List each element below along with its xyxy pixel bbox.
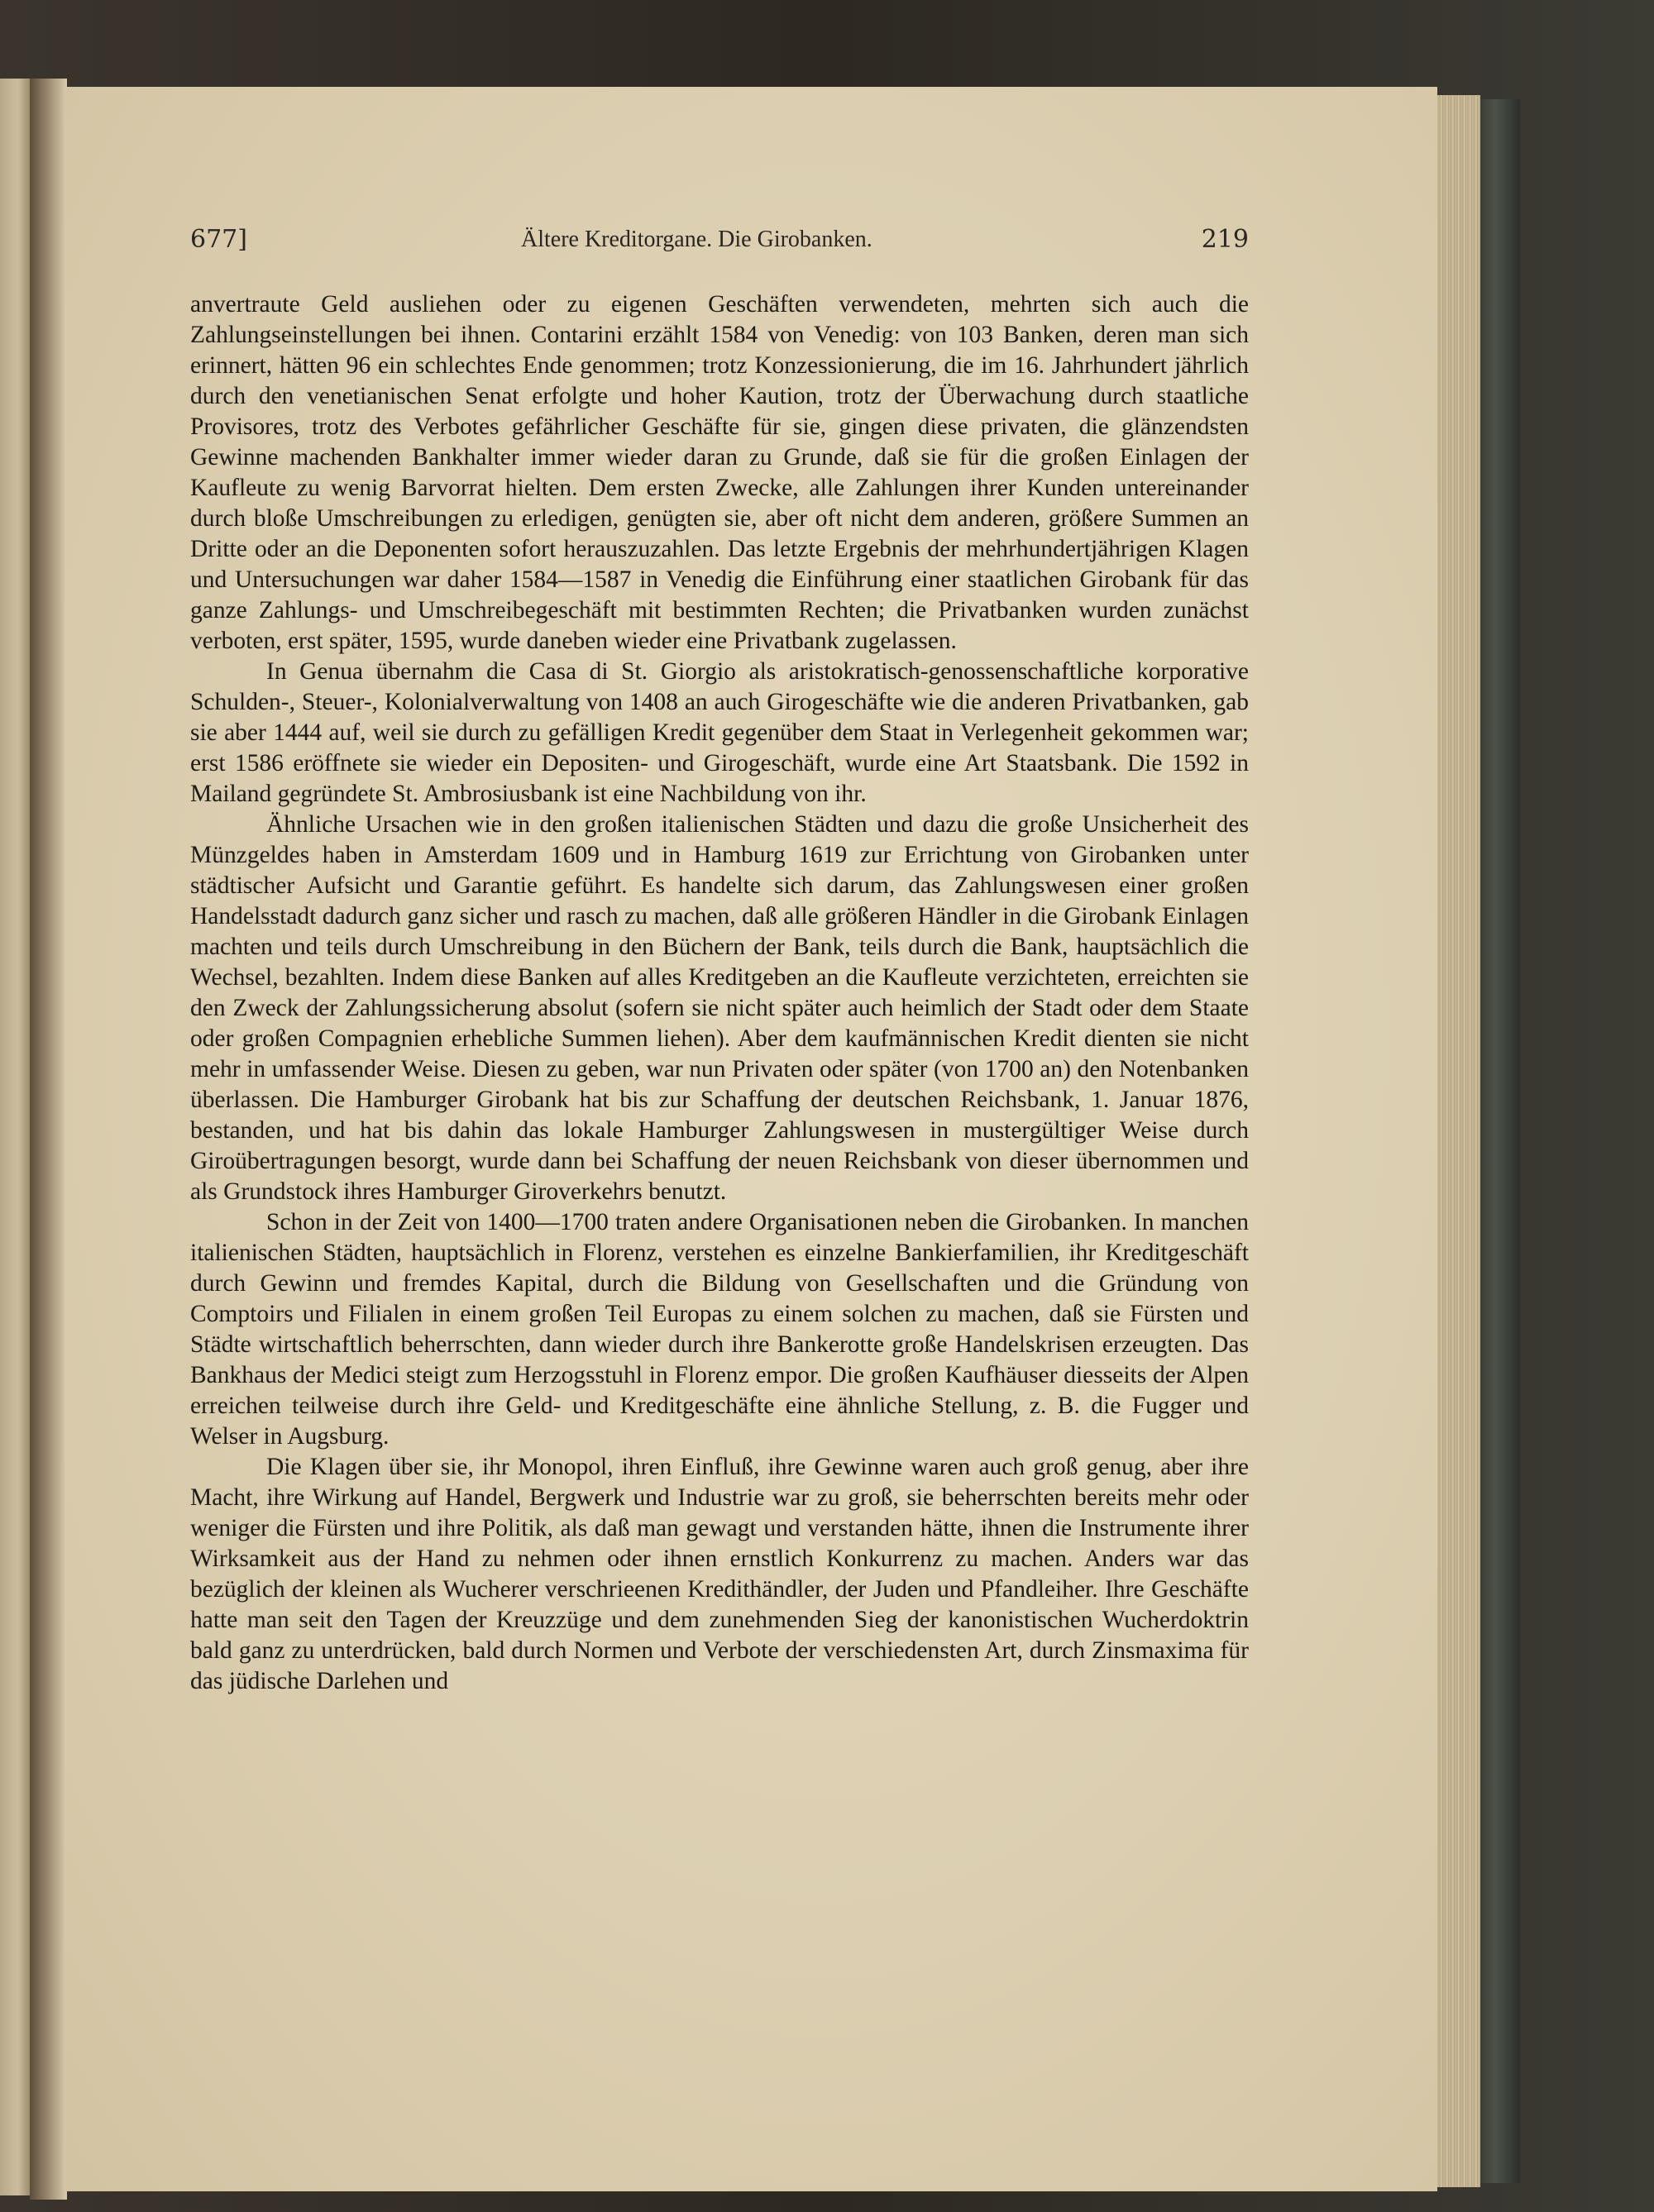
paragraph: Ähnliche Ursachen wie in den großen italienischen Städten und dazu die große Unsicherheit des Münzgeldes haben in Amsterdam 1609 und in Hamburg 1619 zur Errichtung von Girobanken unter städtischer Aufsicht und Garantie geführt. Es handelte sich darum, das Zahlungswesen einer großen Handelsstadt dadurch ganz sicher und rasch zu machen, daß alle größeren Händler in die Girobank Einlagen machten und teils durch Umschreibung in den Büchern der Bank, teils durch die Bank, hauptsächlich die Wechsel, bezahlten. Indem diese Banken auf alles Kreditgeben an die Kaufleute verzichteten, erreichten sie den Zweck der Zahlungssicherung absolut (sofern sie nicht später auch heimlich der Stadt oder dem Staate oder großen Compagnien erhebliche Summen liehen). Aber dem kaufmännischen Kredit dienten sie nicht mehr in umfassender Weise. Diesen zu geben, war nun Privaten oder später (von 1700 an) den Notenbanken überlassen. Die Hamburger Girobank hat bis zur Schaffung der deutschen Reichsbank, 1. Januar 1876, bestanden, und hat bis dahin das lokale Hamburger Zahlungswesen in mustergültiger Weise durch Giroübertragungen besorgt, wurde dann bei Schaffung der neuen Reichsbank von dieser übernommen und als Grundstock ihres Hamburger Giroverkehrs benutzt. xyxy=(190,811,1249,1205)
paragraph: In Genua übernahm die Casa di St. Giorgio als aristokratisch-genossenschaftliche korporative Schulden-, Steuer-, Kolonialverwaltung von 1408 an auch Girogeschäfte wie die anderen Privatbanken, gab sie aber 1444 auf, weil sie durch zu gefälligen Kredit gegenüber dem Staat in Verlegenheit gekommen war; erst 1586 eröffnete sie wieder ein Depositen- und Girogeschäft, wurde eine Art Staatsbank. Die 1592 in Mailand gegründete St. Ambrosiusbank ist eine Nachbildung von ihr. xyxy=(190,658,1249,807)
book-gutter xyxy=(30,79,67,2200)
paragraph: Die Klagen über sie, ihr Monopol, ihren Einfluß, ihre Gewinne waren auch groß genug, aber ihre Macht, ihre Wirkung auf Handel, Bergwerk und Industrie war zu groß, sie beherrschten bereits mehr oder weniger die Fürsten und ihre Politik, als daß man gewagt und verstanden hätte, ihnen die Instrumente ihrer Wirksamkeit aus der Hand zu nehmen oder ihnen ernstlich Konkurrenz zu machen. Anders war das bezüglich der kleinen als Wucherer verschrieenen Kredithändler, der Juden und Pfandleiher. Ihre Geschäfte hatte man seit den Tagen der Kreuzzüge und dem zunehmenden Sieg der kanonistischen Wucherdoktrin bald ganz zu unterdrücken, bald durch Normen und Verbote der verschiedensten Art, durch Zinsmaxima für das jüdische Darlehen und xyxy=(190,1454,1249,1694)
section-number: 677] xyxy=(190,225,247,254)
running-title: Ältere Kreditorgane. Die Girobanken. xyxy=(521,227,872,252)
book-cover-edge xyxy=(1480,99,1520,2183)
paragraph: Schon in der Zeit von 1400—1700 traten andere Organisationen neben die Girobanken. In manchen italienischen Städten, hauptsächlich in Florenz, verstehen es einzelne Bankierfamilien, ihr Kreditgeschäft durch Gewinn und fremdes Kapital, durch die Bildung von Gesellschaften und die Gründung von Comptoirs und Filialen in einem großen Teil Europas zu einem solchen zu machen, daß sie Fürsten und Städte wirtschaftlich beherrschten, dann wieder durch ihre Bankerotte große Handelskrisen erzeugten. Das Bankhaus der Medici steigt zum Herzogsstuhl in Florenz empor. Die großen Kaufhäuser diesseits der Alpen erreichen teilweise durch ihre Geld- und Kreditgeschäfte eine ähnliche Stellung, z. B. die Fugger und Welser in Augsburg. xyxy=(190,1209,1249,1450)
paragraph: anvertraute Geld ausliehen oder zu eigenen Geschäften verwendeten, mehrten sich auch die Zahlungseinstellungen bei ihnen. Contarini erzählt 1584 von Venedig: von 103 Banken, deren man sich erinnert, hätten 96 ein schlechtes Ende genommen; trotz Konzessionierung, die im 16. Jahrhundert jährlich durch den venetianischen Senat erfolgte und hoher Kaution, trotz der Überwachung durch staatliche Provisores, trotz des Verbotes gefährlicher Geschäfte für sie, gingen diese privaten, die glänzendsten Gewinne machenden Bankhalter immer wieder daran zu Grunde, daß sie für die großen Einlagen der Kaufleute zu wenig Barvorrat hielten. Dem ersten Zwecke, alle Zahlungen ihrer Kunden untereinander durch bloße Umschreibungen zu erledigen, genügten sie, aber oft nicht dem anderen, größere Summen an Dritte oder an die Deponenten sofort herauszuzahlen. Das letzte Ergebnis der mehrhundertjährigen Klagen und Untersuchungen war daher 1584—1587 in Venedig die Einführung einer staatlichen Girobank für das ganze Zahlungs- und Umschreibegeschäft mit bestimmten Rechten; die Privatbanken wurden zunächst verboten, erst später, 1595, wurde daneben wieder eine Privatbank zugelassen. xyxy=(190,291,1249,654)
page-number: 219 xyxy=(1201,225,1249,254)
body-text xyxy=(190,289,1249,1697)
left-page-edge xyxy=(0,79,30,2195)
running-head xyxy=(190,225,1249,266)
page-block-edges xyxy=(1437,95,1480,2187)
